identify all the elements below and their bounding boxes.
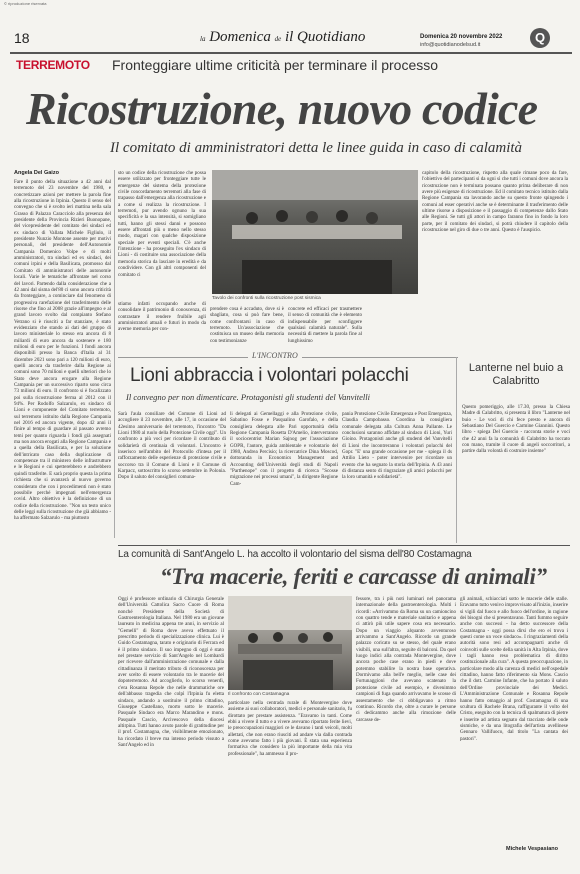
main-col-2: sto un codice della ricostruzione che possa essere utilizzato per fronteggiare tutte le emergenze del sistema della protezione civile concordamento terremoti alla fase di trapasso dall'emergenza alla ricostruzione e a come si realizza la ricostruzione. I terremoti, pur avendo ognuno la sua specificità e la sua intensità, si somigliano tutti, hanno gli stessi danni e possono essere affrontati più o meno nello stesso modo, magari con qualche disposizione speciale per eventi speciali. C'è anche l'intenzione - ha proseguito l'ex sindaco di Lioni - di costituire una associazione della memoria storica da lasciare in eredità e da condividere. Con gli altri componenti del comitato ci [118,170,206,278]
sidebar-title: Lanterne nel buio a Calabritto [468,362,564,387]
lioni-col-3: pania Protezione Civile Emergenza e Post Emergenza, Claudia Campobasso. Coordina la consigliera comunale delegata alla Cultura Anna Pallante. Le conclusioni saranno affidate al sindaco di Lioni, Yuri Gioino. Protagonisti anche gli studenti del Vanvitelli di Lioni che incontreranno i volontari polacchi del Gopr. "E' una grande occasione per me - spiega il ds Attilio Lieto - poter intervenire per ricordare un evento che ha segnato la storia dell'Irpinia. A 43 anni di distanza sento di ringraziare gli amici polacchi per la loro umanità e solidarietà". [342,411,452,481]
costamagna-byline: Michele Vespasiano [506,846,558,852]
sidebar-divider [456,357,457,543]
sidebar-body: Questo pomeriggio, alle 17.30, presso la Chiesa Madre di Calabritto, si presenta il libro "Lanterne nel buio - Le voci di chi fece presto e ancora di Sebastiano Del Guercio e Carmine Giannini. Questo libro - spiega Del Guercio - racconta storie e voci che 42 anni fa la comunità di Calabritto ha toccato con mano, tramite il cuore di angeli soccorritori, a partire dalla volontà di costruire insieme" [462,404,570,455]
costamagna-photo-scene [228,596,352,690]
copyright-note: © riproduzione riservata [4,1,47,6]
masthead-a: Domenica [209,29,271,45]
masthead-pre: la [200,35,206,43]
photo-scene [212,170,418,294]
costamagna-col-4: gli animali, schiacciati sotto le macerie delle stalle. Eravamo tutto venivo improvvisato all'inizio, inserire si vigili dal fuoco e allo fuoco dell'ordine, in ragione dei bisogni che si presentavano. Tanti fummo seguire anche con successi - ha detto successore della Costamagna - oggi possa dirsi che ero ei trova i questi come un voce sindaco». I ringraziamenti della autorità sono resi ad accompagnarti anche di coinvolti sulle scelte della sanità in Alta Irpinia, dove i tagli hanno reso problematica di diritto costituzionale alla cura". A questa preoccupazione, in particolare modo alla carenza di medici nell'ospedale cittadino, hanno fatto riferimento sia Mons. Cascio che il dott. Carmine Infante, che ha portato il saluto dell'Ordine provinciale dei Medici. L'Amministrazione Comunale e Rosanna Repole hanno fatto omaggio al prof. Costamagna di una scultura di Rachele Brana, raffigurante il volto del Cristo, eseguito con la tecnica di spalmatura di pietre e inserite ad artista segnato dal tracciato delle onde sismiche, e da una litografia dell'artista avellinese Gennaro Vallifuoco, dal titolo "La cantata dei pastori". [460,596,568,742]
main-col-6: capitolo della ricostruzione, rispetto alla quale rimane poco da fare, l'obiettivo del partecipanti si da ogni sì che tutti i comuni dove ancora la ricostruzione non è terminata possano quanto prima deliberare di non avere più esigenze di ricostruzione. Ed il comitato tecnico istituito dalla Regione Campania sta lavorando anche su questo fronte spingendo i comuni ad esser operativi anche se è determinante il trasferimento delle ultime risorse a disposizione e il passaggio di competenze dallo Stato alle Regioni. Se tutti gli attori in campo faranno fino in fondo la loro parte, per il comitato dei sindaci, si potrà chiudere il capitolo della ricostruzione nel giro di due o tre anni. Questo è l'auspicio. [422,170,568,234]
costamagna-col-2: particolare nella centrada rurale di Montevergine dove assieme ai suoi collaboratori, medici e personale sanitario, fu dirottato per prestare assistenza. "Eravamo in tanti. Come ebbi a vivere il tutto e a vivere avevamo riportato ferite lievi, le preoccupazioni maggiori ce le davano i tanti veicoli, molti allettati, che non erano riusciti ad andare via dalla contrada come avevamo fatto i più giovani. È stata una esperienza formativa che considero la più importante della mia vita professionale", ha ammesso il pro- [228,700,352,757]
costamagna-photo [228,596,352,690]
lioni-title: Lioni abbraccia i volontari polacchi [130,365,409,386]
main-byline: Angela Del Gaizo [14,170,59,176]
masthead [200,29,365,46]
costamagna-title: “Tra macerie, feriti e carcasse di animali” [160,564,547,589]
logo-letter: Q [534,30,546,45]
page-number: 18 [14,30,30,46]
main-col-3: stiamo infatti occupando anche di consolidare il patrimonio di conoscenza, di contrastare il rendere fruibile agli amministratori attuali e futuri in modo da averne memoria per con- [118,301,206,333]
section-kicker: Fronteggiare ultime criticità per terminare il processo [112,57,439,73]
col-divider [114,170,115,538]
masthead-b: il Quotidiano [284,29,366,45]
header-email: info@quotidianodelsud.it [420,42,481,48]
logo-icon [530,28,550,48]
costamagna-rule [118,545,570,546]
main-title: Ricostruzione, nuovo codice [26,83,538,134]
main-col-5: concrete ed efficaci per trasmettere il senso di comunità che è elemento indispensabile per sconfiggere qualsiasi calamità naturale". Sulla necessità di mettere la parola fine al lunghissimo [288,306,362,344]
lioni-col-2: li delegati ai Gemellaggi e alla Protezione civile, Sabatino Fosse e Pasqualino Garofalo, e della consigliera delegata alle Pari opportunità della Regione Campania Rosetta D'Amelio, interverranno il sociocentrist Marian Sajnog per l'associazione GOPR, l'autore, guida ambientale e volontario del 1980, Andrea Percisio; la ricercatrice Dina Moscod, dottoranda in Economics Management and Accounting dell'Università degli studi di Napoli "Parthenope" con il progetto di ricerca "Scosse migrazione nei processi umani", la dirigente Regione Cam- [230,411,338,487]
masthead-mid: de [274,35,282,43]
header-date: Domenica 20 novembre 2022 [420,34,503,40]
main-photo [212,170,418,294]
lioni-subtitle: Il convegno per non dimenticare. Protagonisti gli studenti del Vanvitelli [126,392,370,402]
section-tag: TERREMOTO [16,58,90,72]
main-col-4: prendere cosa è accaduto, dove si è sbagliato, cosa si può fare bene, come confrontarsi in caso di terremoto. Un'associazione che costituisca un museo della memoria con testimonianze [210,306,284,344]
incontro-kicker: L'INCONTRO [248,351,302,360]
lioni-col-1: Sarà l'aula consiliare del Comune di Lioni ad accogliere il 23 novembre, alle 17, in occasione del 42esimo anniversario del terremoto, l'incontro "Da Lioni 1980 al ruolo della Protezione Civile oggi". Un confronto a più voci per ricordare il contributo di solidarietà di centinaia di volontari. L'incontro è inserisco nell'ambito del Protocollo d'intesa per il rafforzamento delle esperienze di protezione civile e soccorso tra il Comune di Lioni e il Comune di Karpacz, sottoscritto lo scorso settembre in Polonia. Dopo il saluto del consiglieri comuna- [118,411,226,481]
header-rule [10,52,572,54]
costamagna-col-3: fessore, tra i più noti luminari nel panorama internazionale della gastroenterologia. Molti i ricordi: «Arrivammo da Roma su un camioncino con quattro tende e materiale sanitario e appena ci attirò più utile sapere cosa era necessario. Dopo un viaggio alquanto avventuroso arrivammo a Sant'Angelo. Ricordo un grande palazzo coricato su se stesso, del quale erano visibili, una sull'altra, seguite di balconi. Da quel luogo indici alla contrada Montevergine, dove ancora poche case erano in piedi e dove potemmo stabilire la nostra base operativa. Dormivamo alla bell'e meglio, nelle case dei Fortunaggioni che avevano scatenato la protezione civile ad esempio, e divenimmo campioni di fuga quando arrivavamo le scosse di assestamento che ci obbligavano a ritmo continuo. Ricordo che, oltre a curare le persone ci dedicammo anche alla rimozione delle carcasse de- [356,596,456,723]
main-photo-caption: Tavolo dei confronti sulla ricostruzione post sismica [212,296,321,301]
main-subtitle: Il comitato di amministratori detta le linee guida in caso di calamità [110,140,523,156]
costamagna-kicker: La comunità di Sant'Angelo L. ha accolto il volontario del sisma dell'80 Costamagna [118,549,472,560]
main-col-1: Fare il punto della situazione a 42 anni dal terremoto del 23 novembre del 1980, e concretizzare azioni per mettere la parola fine alla ricostruzione in Irpinia. Questo il senso del convegno che si è svolto ieri mattina nella sala Grasso di Palazzo Caracciolo alla presenza del presidente della Provincia Rizieri Buonopane, del vicepresidente del comitato dei sindaci ed ex sindaco di Vallata Michele Figliulo, il presidente Nunzio Montone assente per motivi personali, del presidente dell'Autonomie Campania Domenico Volpe e di molti amministratori, tra sindaci ed ex sindaci, dei comuni irpini e della Basilicata, promosso dal Comitato di amministratori delle autonomie locali. Varie le tematiche affrontate nel corso del lavori. Partendo dalla considerazione che a 42 anni dal sisma del'80 ci sono ancora criticità da fronteggiare, a cominciare dal fenomeno di progressiva rarefazione del trasferimento delle risorse che fino al 2008 grazie all'impegno e al grand lavoro svolto dal compianto Stefano Vetrano si è riusciti a far stanziare, è stato evidenziato che stando ai dati del gruppo di lavoro ministeriale lo stesso era ancora di 8 miliardi di euro ancora da sostenere e 180 milioni di euro per le funzioni. I fondi ancora disponibili presso la Banca d'Italia al 31 dicembre 2021 sono pari a 120 milioni di euro, quelli ancora da trasferire dalla Regione ai comuni sono 70 milioni e quelli ulteriori che lo Stato deve ancora erogare alla Regione Campania per un successivo riparto sono circa 73 milioni di euro. Il confronto si è focalizzato poi sulla ricostruzione ferma al 2012 con il 94%. Per Rodolfo Salzarulo, ex sindaco di Lioni e componente del Comitato terremoto, sul terremoto istituito dalla Regione Campania nel 2016 ed ancora vigente, dopo 42 anni il finire al tempo di guardare al passato avremo temi per quanto riguarda i fondi già assegnati ma non ancora erogati alla Regione Campania e a quella della Basilicata, e per la soluzione dell'intricato caso della duplicazione di competenze tra il ministero delle infrastrutture e le Regioni e cui spetterebbero e andrebbero quindi trasferite. E sarà proprio questa la prima richiesta che si avanzerà al nuovo governo considerato che con i procedimenti non è stato possibile perché impegnati nell'emergenza covid. Altro obiettivo è la definizione di un codice della ricostruzione. "Non un testo unico delle leggi sulla ricostruzione che già abbiamo - ha affermato Salzarulo - ma piuttosto [14,179,111,522]
costamagna-col-1: Oggi è professore ordinario di Chirurgia Generale dell'Università Cattolica Sacro Cuore di Roma nonché Presidente della Società di Gastroenterologia Italiana. Nel 1980 era un giovane laureato in medicina appena tre anni, in servizio al "Gemelli" di Roma dove aveva effettuato il prescritto periodo di specializzazione clinica. Lui è Guido Costamagna, tarato e originario di Ferrara ed è il primo sindaco. Il suo impegno di oggi è stato nel prestare servizio di Sant'Angelo nel Lombardi per ricevere dall'amministrazione comunale e dalla cittadinanza il meritato tributo di riconoscenza per aver scelto di essere volontario tra le macerie del dopoterremoto. Ad accoglierlo, lo scorso venerdì, c'era Rosanna Repole che nelle drammatiche ore dell'abbasso tragedia che colpì l'Irpinia fu eletta sindaco, andando a sostituire il primo cittadino, Giuseppe Castellano, morto sotto le macerie. Pasquale Sindaco era Marco Marandino e mons. Pasquale Cascio, Arcivescovo della diocesi altirpina. Tutti hanno avuto parole di gratitudine per il prof. Costamagna, che, visibilmente emozionato, ha ricordato il breve ma intenso periodo vissuto a Sant'Angelo ed in [118,596,224,748]
costamagna-photo-caption: Il confronto con Costamagna [228,692,290,697]
